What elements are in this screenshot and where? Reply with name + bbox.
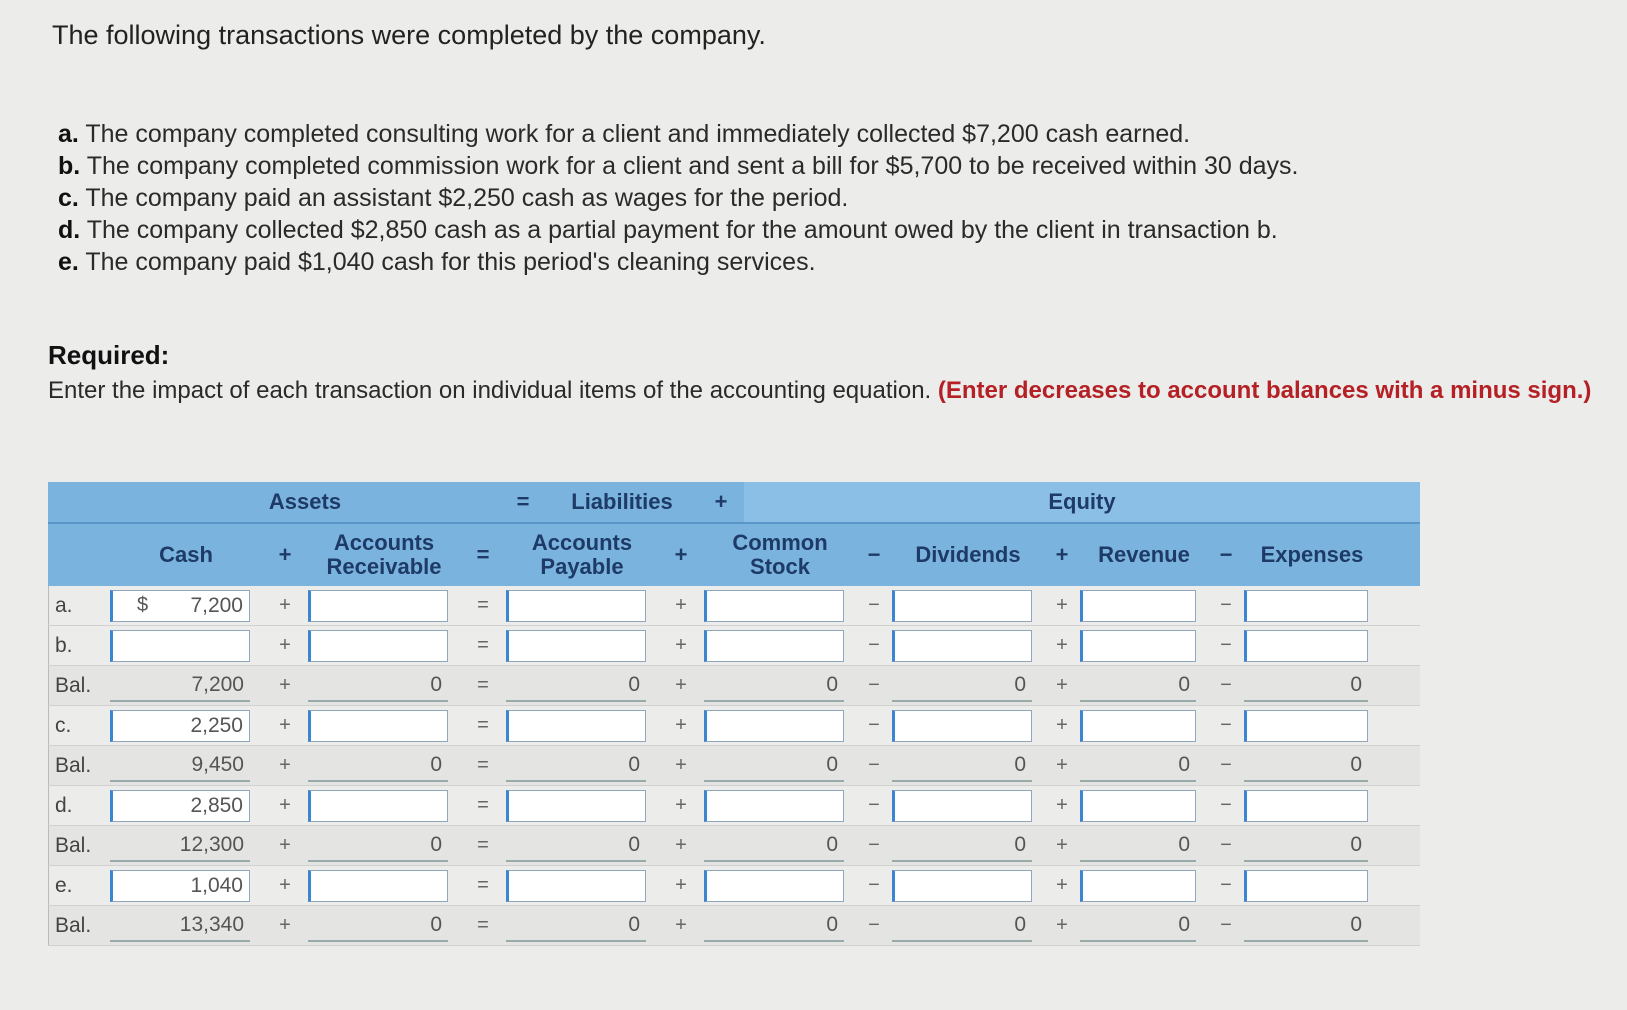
operator-sign: − — [1220, 914, 1232, 936]
operator-sign: = — [477, 714, 489, 736]
cell-revenue — [1080, 626, 1208, 665]
operator-sign: + — [1056, 714, 1068, 736]
operator-sign: − — [868, 834, 880, 856]
table-row — [48, 866, 1420, 906]
cell-expenses — [1244, 746, 1380, 785]
col-accounts-receivable: Accounts Receivable — [326, 530, 442, 579]
operator-sign: = — [477, 634, 489, 656]
cell-dividends — [892, 826, 1044, 865]
cell-revenue — [1080, 786, 1208, 825]
operator-sign: + — [1056, 874, 1068, 896]
cell-common-stock — [704, 866, 856, 905]
operator-sign: − — [1220, 674, 1232, 696]
operator-sign: − — [1220, 634, 1232, 656]
cell-accounts-payable — [506, 786, 658, 825]
required-instructions — [48, 376, 1618, 406]
col-op: + — [278, 542, 292, 567]
cell-expenses — [1244, 666, 1380, 705]
cell-cash — [110, 786, 262, 825]
intro-text: The following transactions were completed by the company. — [52, 20, 766, 50]
operator-sign: + — [675, 874, 687, 896]
row-label: Bal. — [48, 746, 110, 785]
cell-accounts-payable — [506, 666, 658, 705]
input-expenses[interactable] — [1244, 590, 1368, 622]
operator-sign: + — [279, 834, 291, 856]
cell-accounts-payable — [506, 626, 658, 665]
operator-sign: + — [1056, 794, 1068, 816]
operator-sign: − — [1220, 794, 1232, 816]
col-cash: Cash — [159, 542, 213, 567]
table-body — [48, 586, 1420, 946]
input-common-stock[interactable] — [704, 710, 844, 742]
table-row — [48, 746, 1420, 786]
cell-dividends — [892, 626, 1044, 665]
balance-cash — [110, 750, 250, 782]
table-row — [48, 786, 1420, 826]
cell-revenue — [1080, 586, 1208, 625]
cell-accounts-receivable — [308, 826, 460, 865]
operator-sign: − — [1220, 834, 1232, 856]
operator-sign: − — [868, 594, 880, 616]
col-dividends: Dividends — [915, 542, 1021, 567]
operator-sign: − — [1220, 714, 1232, 736]
cell-common-stock — [704, 786, 856, 825]
col-op: − — [1219, 542, 1233, 567]
row-label: e. — [48, 866, 110, 905]
cell-value: 2,250 — [190, 713, 243, 737]
balance-expenses — [1244, 750, 1368, 782]
cell-accounts-payable — [506, 706, 658, 745]
cell-value: 0 — [826, 672, 838, 696]
operator-sign: − — [868, 674, 880, 696]
operator-sign: − — [868, 794, 880, 816]
cell-dividends — [892, 746, 1044, 785]
input-revenue[interactable] — [1080, 790, 1196, 822]
cell-cash — [110, 706, 262, 745]
cell-common-stock — [704, 906, 856, 945]
table-row — [48, 826, 1420, 866]
operator-sign: + — [1056, 834, 1068, 856]
cell-value: 0 — [1178, 752, 1190, 776]
row-label: Bal. — [48, 826, 110, 865]
group-header-row — [48, 482, 1420, 524]
input-common-stock[interactable] — [704, 630, 844, 662]
liabilities-header: Liabilities — [571, 489, 673, 514]
input-cash[interactable] — [110, 710, 250, 742]
equity-header: Equity — [744, 482, 1420, 522]
input-accounts-payable[interactable] — [506, 590, 646, 622]
transaction-letter: b. — [58, 152, 81, 180]
cell-value: 0 — [1178, 832, 1190, 856]
balance-accounts-receivable — [308, 830, 448, 862]
operator-sign: + — [1056, 594, 1068, 616]
balance-common-stock — [704, 830, 844, 862]
cell-value: 0 — [430, 912, 442, 936]
balance-common-stock — [704, 750, 844, 782]
cell-expenses — [1244, 626, 1380, 665]
col-op: = — [476, 542, 490, 567]
transaction-text: The company paid $1,040 cash for this period's cleaning services. — [85, 248, 816, 276]
cell-value: 0 — [826, 912, 838, 936]
cell-accounts-payable — [506, 746, 658, 785]
col-expenses: Expenses — [1260, 542, 1364, 567]
transaction-d — [58, 214, 1558, 246]
cell-dividends — [892, 586, 1044, 625]
input-cash[interactable] — [110, 630, 250, 662]
cell-dividends — [892, 666, 1044, 705]
operator-sign: = — [477, 834, 489, 856]
balance-expenses — [1244, 910, 1368, 942]
required-heading: Required: — [48, 340, 170, 370]
input-common-stock[interactable] — [704, 590, 844, 622]
cell-accounts-receivable — [308, 746, 460, 785]
input-dividends[interactable] — [892, 870, 1032, 902]
required-note: (Enter decreases to account balances with a minus sign.) — [937, 377, 1592, 404]
cell-expenses — [1244, 906, 1380, 945]
cell-value: 0 — [1014, 672, 1026, 696]
table-row — [48, 906, 1420, 946]
transaction-a — [58, 118, 1558, 150]
input-dividends[interactable] — [892, 790, 1032, 822]
cell-value: 7,200 — [190, 593, 243, 617]
balance-revenue — [1080, 670, 1196, 702]
cell-value: 0 — [1350, 832, 1362, 856]
table-row — [48, 586, 1420, 626]
cell-cash — [110, 826, 262, 865]
operator-sign: + — [1056, 674, 1068, 696]
input-revenue[interactable] — [1080, 870, 1196, 902]
operator-sign: + — [1056, 914, 1068, 936]
operator-sign: = — [477, 594, 489, 616]
col-accounts-payable: Accounts Payable — [531, 530, 633, 579]
cell-value: 0 — [628, 752, 640, 776]
cell-value: 0 — [628, 672, 640, 696]
transaction-text: The company completed consulting work for a client and immediately collected $7,200 cash earned. — [85, 120, 1191, 148]
cell-value: 0 — [1178, 912, 1190, 936]
dollar-sign: $ — [137, 594, 149, 616]
operator-sign: = — [477, 874, 489, 896]
balance-revenue — [1080, 830, 1196, 862]
equals-sign: = — [516, 489, 530, 514]
cell-value: 0 — [430, 752, 442, 776]
operator-sign: = — [477, 674, 489, 696]
table-row — [48, 706, 1420, 746]
cell-accounts-receivable — [308, 906, 460, 945]
balance-dividends — [892, 670, 1032, 702]
cell-value: 0 — [1014, 752, 1026, 776]
input-revenue[interactable] — [1080, 630, 1196, 662]
cell-expenses — [1244, 866, 1380, 905]
operator-sign: + — [279, 914, 291, 936]
operator-sign: + — [1056, 754, 1068, 776]
balance-accounts-receivable — [308, 670, 448, 702]
balance-common-stock — [704, 670, 844, 702]
input-revenue[interactable] — [1080, 590, 1196, 622]
operator-sign: = — [477, 754, 489, 776]
cell-revenue — [1080, 746, 1208, 785]
input-expenses[interactable] — [1244, 790, 1368, 822]
balance-accounts-payable — [506, 750, 646, 782]
cell-expenses — [1244, 826, 1380, 865]
balance-dividends — [892, 750, 1032, 782]
input-accounts-payable[interactable] — [506, 790, 646, 822]
operator-sign: + — [675, 754, 687, 776]
transaction-letter: c. — [58, 184, 79, 212]
cell-value: 9,450 — [191, 752, 244, 776]
cell-revenue — [1080, 826, 1208, 865]
cell-accounts-receivable — [308, 586, 460, 625]
balance-common-stock — [704, 910, 844, 942]
cell-common-stock — [704, 626, 856, 665]
input-accounts-payable[interactable] — [506, 870, 646, 902]
operator-sign: + — [675, 914, 687, 936]
balance-accounts-receivable — [308, 910, 448, 942]
cell-value: 0 — [826, 752, 838, 776]
input-common-stock[interactable] — [704, 790, 844, 822]
operator-sign: + — [279, 754, 291, 776]
input-dividends[interactable] — [892, 630, 1032, 662]
transaction-e — [58, 246, 1558, 278]
cell-accounts-payable — [506, 586, 658, 625]
cell-accounts-receivable — [308, 666, 460, 705]
cell-value: 0 — [628, 912, 640, 936]
operator-sign: − — [868, 754, 880, 776]
cell-cash — [110, 626, 262, 665]
operator-sign: + — [675, 674, 687, 696]
input-dividends[interactable] — [892, 710, 1032, 742]
cell-value: 0 — [430, 672, 442, 696]
cell-dividends — [892, 906, 1044, 945]
operator-sign: − — [1220, 754, 1232, 776]
input-accounts-receivable[interactable] — [308, 630, 448, 662]
operator-sign: + — [675, 634, 687, 656]
balance-cash — [110, 910, 250, 942]
cell-cash — [110, 906, 262, 945]
cell-accounts-receivable — [308, 626, 460, 665]
balance-dividends — [892, 910, 1032, 942]
input-expenses[interactable] — [1244, 710, 1368, 742]
cell-cash — [110, 746, 262, 785]
cell-value: 7,200 — [191, 672, 244, 696]
operator-sign: + — [279, 874, 291, 896]
cell-revenue — [1080, 906, 1208, 945]
cell-revenue — [1080, 666, 1208, 705]
cell-cash — [110, 866, 262, 905]
cell-dividends — [892, 706, 1044, 745]
cell-value: 0 — [628, 832, 640, 856]
cell-value: 12,300 — [179, 832, 244, 856]
cell-common-stock — [704, 666, 856, 705]
col-op: + — [1055, 542, 1069, 567]
cell-common-stock — [704, 826, 856, 865]
cell-cash — [110, 586, 262, 625]
operator-sign: + — [279, 674, 291, 696]
transaction-letter: a. — [58, 120, 79, 148]
operator-sign: + — [675, 594, 687, 616]
cell-value: 0 — [826, 832, 838, 856]
operator-sign: − — [1220, 874, 1232, 896]
cell-accounts-receivable — [308, 866, 460, 905]
cell-cash — [110, 666, 262, 705]
cell-accounts-receivable — [308, 786, 460, 825]
input-cash[interactable] — [110, 870, 250, 902]
balance-expenses — [1244, 830, 1368, 862]
accounting-equation-table — [48, 482, 1420, 946]
operator-sign: − — [868, 714, 880, 736]
operator-sign: + — [279, 594, 291, 616]
cell-common-stock — [704, 706, 856, 745]
balance-accounts-payable — [506, 830, 646, 862]
input-cash[interactable] — [110, 790, 250, 822]
table-row — [48, 666, 1420, 706]
operator-sign: − — [868, 634, 880, 656]
cell-value: 0 — [1014, 832, 1026, 856]
operator-sign: + — [279, 794, 291, 816]
transaction-text: The company collected $2,850 cash as a partial payment for the amount owed by the client in transaction b. — [86, 216, 1278, 244]
cell-common-stock — [704, 586, 856, 625]
transaction-b — [58, 150, 1558, 182]
operator-sign: − — [1220, 594, 1232, 616]
required-text: Enter the impact of each transaction on individual items of the accounting equation. — [48, 377, 932, 404]
input-accounts-payable[interactable] — [506, 710, 646, 742]
assets-header: Assets — [268, 489, 342, 514]
col-op: − — [867, 542, 881, 567]
row-label: b. — [48, 626, 110, 665]
cell-revenue — [1080, 866, 1208, 905]
cell-dividends — [892, 786, 1044, 825]
cell-expenses — [1244, 586, 1380, 625]
operator-sign: + — [675, 834, 687, 856]
column-header-row — [48, 524, 1420, 586]
input-accounts-payable[interactable] — [506, 630, 646, 662]
cell-revenue — [1080, 706, 1208, 745]
balance-revenue — [1080, 910, 1196, 942]
cell-value: 0 — [1350, 752, 1362, 776]
input-revenue[interactable] — [1080, 710, 1196, 742]
input-accounts-receivable[interactable] — [308, 710, 448, 742]
balance-expenses — [1244, 670, 1368, 702]
input-expenses[interactable] — [1244, 870, 1368, 902]
cell-expenses — [1244, 786, 1380, 825]
operator-sign: + — [279, 714, 291, 736]
input-common-stock[interactable] — [704, 870, 844, 902]
cell-accounts-payable — [506, 866, 658, 905]
input-dividends[interactable] — [892, 590, 1032, 622]
operator-sign: = — [477, 914, 489, 936]
operator-sign: = — [477, 794, 489, 816]
cell-value: 1,040 — [190, 873, 243, 897]
input-expenses[interactable] — [1244, 630, 1368, 662]
input-accounts-receivable[interactable] — [308, 790, 448, 822]
operator-sign: − — [868, 874, 880, 896]
cell-expenses — [1244, 706, 1380, 745]
operator-sign: + — [675, 794, 687, 816]
cell-value: 0 — [1014, 912, 1026, 936]
transaction-letter: d. — [58, 216, 81, 244]
table-row — [48, 626, 1420, 666]
cell-common-stock — [704, 746, 856, 785]
cell-value: 0 — [1178, 672, 1190, 696]
cell-value: 2,850 — [190, 793, 243, 817]
balance-revenue — [1080, 750, 1196, 782]
input-cash[interactable] — [110, 590, 250, 622]
row-label: c. — [48, 706, 110, 745]
transaction-letter: e. — [58, 248, 79, 276]
cell-value: 0 — [430, 832, 442, 856]
row-label: d. — [48, 786, 110, 825]
balance-accounts-payable — [506, 910, 646, 942]
cell-accounts-receivable — [308, 706, 460, 745]
operator-sign: + — [1056, 634, 1068, 656]
transaction-text: The company completed commission work for a client and sent a bill for $5,700 to be received within 30 days. — [86, 152, 1299, 180]
plus-sign: + — [714, 489, 728, 514]
balance-accounts-receivable — [308, 750, 448, 782]
row-label: Bal. — [48, 906, 110, 945]
cell-value: 0 — [1350, 672, 1362, 696]
transaction-list — [58, 118, 1558, 278]
balance-cash — [110, 830, 250, 862]
balance-dividends — [892, 830, 1032, 862]
transaction-c — [58, 182, 1558, 214]
col-common-stock: Common Stock — [732, 530, 828, 579]
cell-accounts-payable — [506, 826, 658, 865]
operator-sign: + — [279, 634, 291, 656]
row-label: Bal. — [48, 666, 110, 705]
operator-sign: + — [675, 714, 687, 736]
cell-value: 0 — [1350, 912, 1362, 936]
cell-value: 13,340 — [179, 912, 244, 936]
input-accounts-receivable[interactable] — [308, 590, 448, 622]
cell-dividends — [892, 866, 1044, 905]
input-accounts-receivable[interactable] — [308, 870, 448, 902]
transaction-text: The company paid an assistant $2,250 cash as wages for the period. — [85, 184, 849, 212]
col-revenue: Revenue — [1098, 542, 1190, 567]
cell-accounts-payable — [506, 906, 658, 945]
balance-accounts-payable — [506, 670, 646, 702]
col-op: + — [674, 542, 688, 567]
balance-cash — [110, 670, 250, 702]
operator-sign: − — [868, 914, 880, 936]
row-label: a. — [48, 586, 110, 625]
